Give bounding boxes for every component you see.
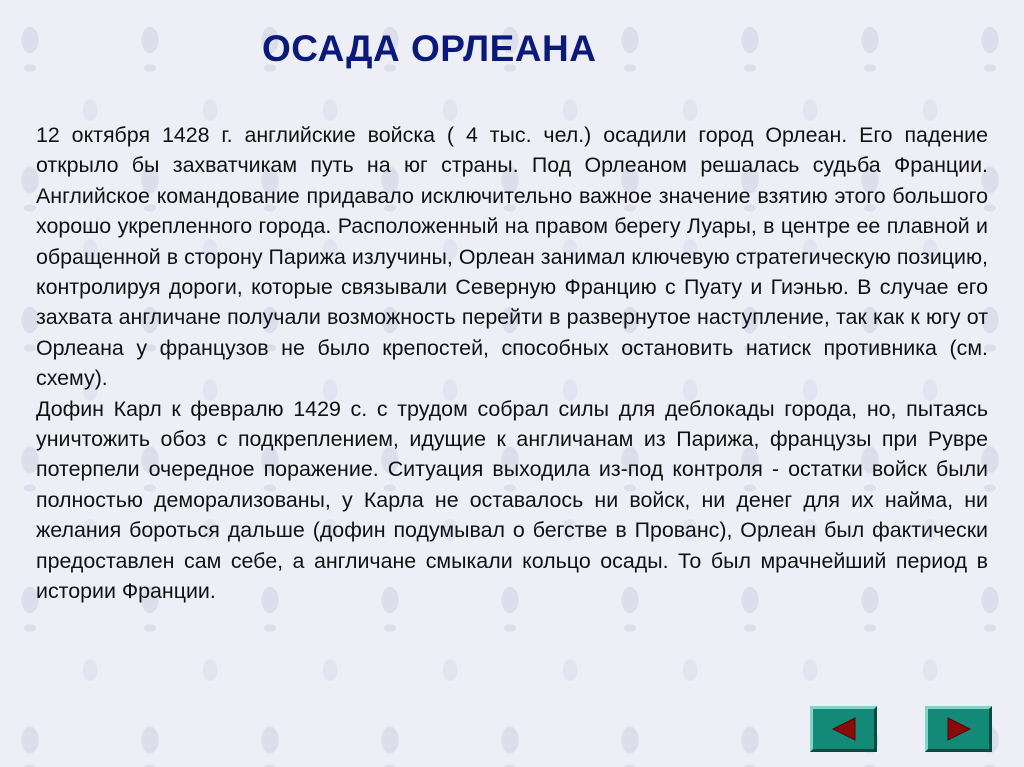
triangle-left-icon bbox=[831, 717, 857, 741]
paragraph-1: 12 октября 1428 г. английские войска ( 4 тыс. чел.) осадили город Орлеан. Его падение открыло бы захватчикам путь на юг страны. Под Орлеаном решалась судьба Франции. Английское командование придавало исключительно важное значение взятию этого большого хорошо укрепленного города. Расположенный на правом берегу Луары, в центре ее плавной и обращенной в сторону Парижа излучины, Орлеан занимал ключевую стратегическую позицию, контролируя дороги, которые связывали Северную Францию с Пуату и Гиэнью. В случае его захвата англичане получали возможность перейти в развернутое наступление, так как к югу от Орлеана у французов не было крепостей, способных остановить натиск противника (см. схему). bbox=[36, 123, 988, 391]
slide-body bbox=[36, 120, 988, 607]
slide-title: ОСАДА ОРЛЕАНА bbox=[262, 28, 597, 69]
triangle-right-icon bbox=[946, 717, 972, 741]
next-slide-button[interactable] bbox=[925, 706, 992, 752]
paragraph-2: Дофин Карл к февралю 1429 с. с трудом собрал силы для деблокады города, но, пытаясь уничтожить обоз с подкреплением, идущие к англичанам из Парижа, французы при Рувре потерпели очередное поражение. Ситуация выходила из-под контроля - остатки войск были полностью деморализованы, у Карла не оставалось ни войск, ни денег для их найма, ни желания бороться дальше (дофин подумывал о бегстве в Прованс), Орлеан был фактически предоставлен сам себе, а англичане смыкали кольцо осады. То был мрачнейший период в истории Франции. bbox=[36, 396, 988, 604]
previous-slide-button[interactable] bbox=[810, 706, 877, 752]
